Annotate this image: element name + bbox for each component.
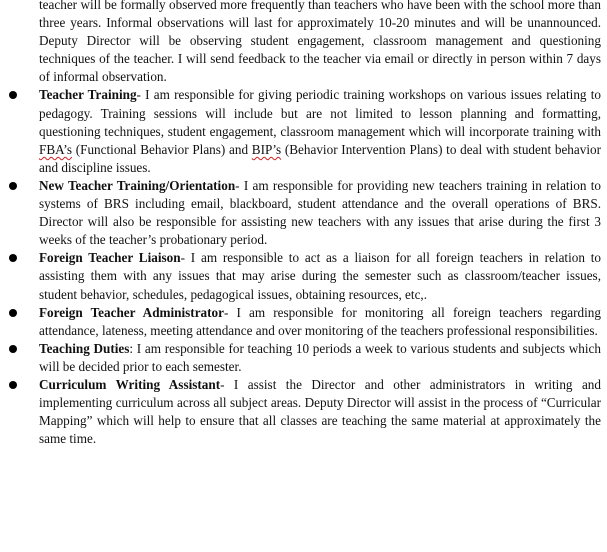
spelling-flagged-word: FBA’s xyxy=(39,141,72,157)
list-item-curriculum-writing xyxy=(39,376,601,448)
item-text: - I am responsible for providing new teachers training in relation to systems of BRS including email, blackboard, student attendance and the overall operations of BRS. Director will also be responsible for assisting new teachers with any issues that arise during the first 3 weeks of the teacher’s probationary period. xyxy=(39,177,602,248)
item-term: New Teacher Training/Orientation xyxy=(39,177,236,193)
item-text: - I assist the Director and other administrators in writing and implementing curriculum across all subject areas. Deputy Director will assist in the process of “Curricular Mapping” which will help to ensure that all classes are teaching the same material at approximately the same time. xyxy=(39,376,601,447)
spelling-flagged-word: BIP’s xyxy=(251,141,282,157)
intro-paragraph: teacher will be formally observed more frequently than teachers who have been with the school more than three years. Informal observations will last for approximately 10-20 minutes and will be unannounced. Deputy Director will be observing student engagement, classroom management and questioning techniques of the teacher. I will send feedback to the teacher via email or directly in person within 7 days of informal observation. xyxy=(39,0,601,85)
list-item-new-teacher-training xyxy=(39,177,601,249)
item-text-continued: (Functional Behavior Plans) and xyxy=(72,141,252,157)
item-text: : I am responsible for teaching 10 periods a week to various students and subjects which will be decided prior to each semester. xyxy=(39,340,601,374)
item-term: Curriculum Writing Assistant xyxy=(39,376,221,392)
responsibilities-list xyxy=(39,86,601,448)
item-text: - I am responsible to act as a liaison for all foreign teachers in relation to assisting them with any issues that may arise during the semester such as classroom/teacher issues, student behavior, schedules, pedagogical issues, obtaining resources, etc,. xyxy=(39,250,602,302)
item-term: Teacher Training xyxy=(39,87,137,103)
item-term: Foreign Teacher Administrator xyxy=(39,304,224,320)
bullet-icon xyxy=(9,381,17,389)
list-item-foreign-teacher-administrator xyxy=(39,304,601,340)
bullet-icon xyxy=(9,345,17,353)
list-item-foreign-teacher-liaison xyxy=(39,249,601,303)
item-text: - I am responsible for monitoring all foreign teachers regarding attendance, lateness, meeting attendance and over monitoring of the teachers professional responsibilities. xyxy=(39,304,601,338)
bullet-icon xyxy=(9,309,17,317)
list-item-teaching-duties xyxy=(39,340,601,376)
item-text: - I am responsible for giving periodic training workshops on various issues relating to pedagogy. Training sessions will include but are not limited to lesson planning and formatting, questioning techniques, student engagement, classroom management which will incorporate training with xyxy=(39,87,601,139)
bullet-icon xyxy=(9,91,17,99)
list-item-teacher-training xyxy=(39,86,601,176)
bullet-icon xyxy=(9,182,17,190)
item-term: Teaching Duties xyxy=(39,340,130,356)
item-text-continued: (Behavior Intervention Plans) to deal with student behavior and discipline issues. xyxy=(39,141,601,175)
item-term: Foreign Teacher Liaison xyxy=(39,250,181,266)
bullet-icon xyxy=(9,254,17,262)
